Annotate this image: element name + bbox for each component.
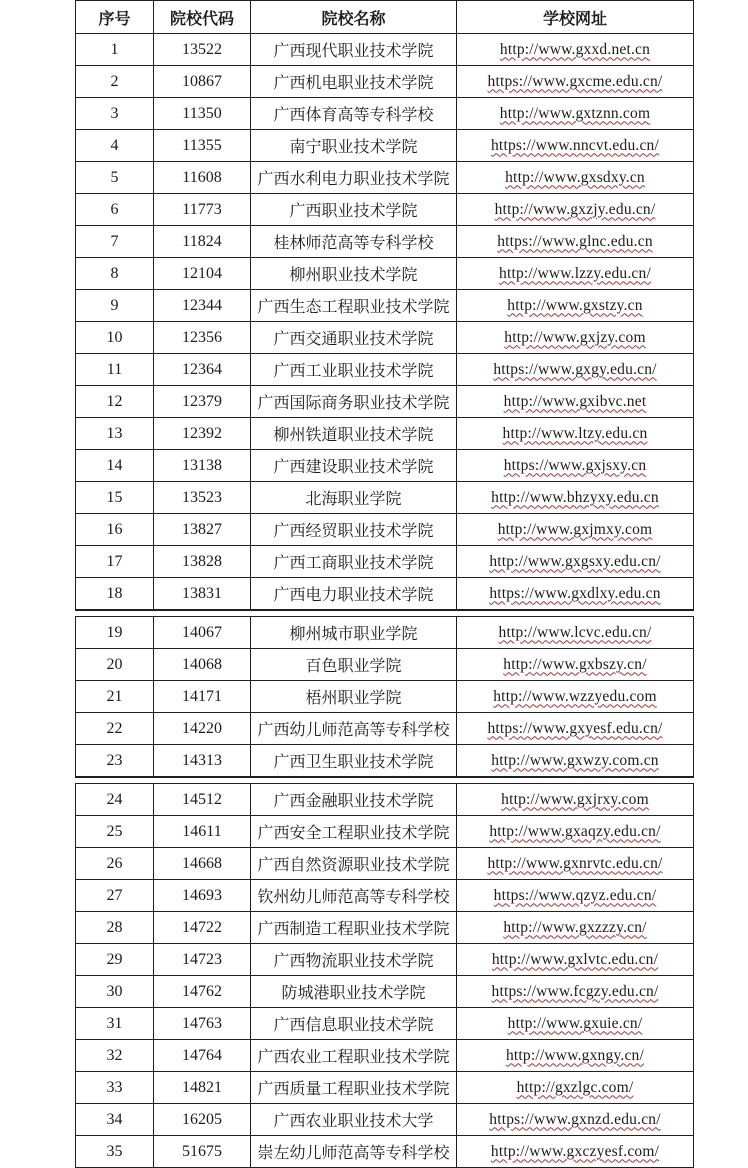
serial-number-cell: 3 [76,98,154,130]
table-row [76,546,694,578]
college-name-cell: 广西卫生职业技术学院 [251,745,457,778]
website-url-text: http://www.gxgsxy.edu.cn/ [489,552,661,570]
serial-number-cell: 26 [76,848,154,880]
college-code-cell: 14722 [154,912,251,944]
table-row [76,98,694,130]
college-name-cell: 南宁职业技术学院 [251,130,457,162]
table-row [76,912,694,944]
serial-number-cell: 6 [76,194,154,226]
website-url-text: http://www.gxngy.cn/ [505,1046,645,1064]
website-cell [457,1040,694,1072]
website-cell [457,681,694,713]
header-college-name: 院校名称 [251,1,457,34]
website-cell [457,944,694,976]
college-code-cell: 11824 [154,226,251,258]
table-row [76,194,694,226]
table-row [76,1072,694,1104]
website-cell [457,784,694,816]
table-row [76,418,694,450]
serial-number-cell: 5 [76,162,154,194]
website-cell [457,98,694,130]
website-url-text: https://www.gxnzd.edu.cn/ [489,1110,661,1128]
serial-number-cell: 32 [76,1040,154,1072]
college-list-table [75,0,693,1168]
table-row [76,226,694,258]
serial-number-cell: 19 [76,617,154,649]
website-url-text: http://www.gxjrxy.com [501,790,649,808]
website-url-text: http://www.gxsdxy.cn [505,168,645,186]
serial-number-cell: 9 [76,290,154,322]
college-code-cell: 13827 [154,514,251,546]
serial-number-cell: 28 [76,912,154,944]
college-name-cell: 广西交通职业技术学院 [251,322,457,354]
college-name-cell: 广西经贸职业技术学院 [251,514,457,546]
serial-number-cell: 16 [76,514,154,546]
table-row [76,482,694,514]
website-url-text: http://www.gxlvtc.edu.cn/ [491,950,659,968]
website-cell [457,880,694,912]
table-row [76,944,694,976]
serial-number-cell: 23 [76,745,154,778]
college-name-cell: 柳州城市职业学院 [251,617,457,649]
college-name-cell: 广西信息职业技术学院 [251,1008,457,1040]
college-name-cell: 钦州幼儿师范高等专科学校 [251,880,457,912]
table-row [76,649,694,681]
college-code-cell: 14611 [154,816,251,848]
college-code-cell: 12104 [154,258,251,290]
website-cell [457,194,694,226]
serial-number-cell: 33 [76,1072,154,1104]
table-row [76,681,694,713]
college-code-cell: 14763 [154,1008,251,1040]
website-cell [457,578,694,611]
website-cell [457,713,694,745]
website-cell [457,386,694,418]
website-url-text: https://www.gxdlxy.edu.cn [489,584,661,602]
website-cell [457,162,694,194]
college-code-cell: 14723 [154,944,251,976]
serial-number-cell: 22 [76,713,154,745]
college-code-cell: 14313 [154,745,251,778]
college-code-cell: 12379 [154,386,251,418]
college-code-cell: 14068 [154,649,251,681]
serial-number-cell: 24 [76,784,154,816]
college-name-cell: 广西物流职业技术学院 [251,944,457,976]
website-url-text: http://www.gxzjy.edu.cn/ [494,200,656,218]
college-code-cell: 12364 [154,354,251,386]
website-cell [457,322,694,354]
table-row [76,1040,694,1072]
college-name-cell: 广西工商职业技术学院 [251,546,457,578]
table-row [76,578,694,611]
college-code-cell: 13523 [154,482,251,514]
website-cell [457,1136,694,1168]
table-row [76,290,694,322]
website-cell [457,450,694,482]
serial-number-cell: 30 [76,976,154,1008]
table-row [76,130,694,162]
college-code-cell: 14067 [154,617,251,649]
table-row [76,745,694,778]
serial-number-cell: 27 [76,880,154,912]
website-url-text: http://www.gxwzy.com.cn [491,751,659,769]
college-code-cell: 13138 [154,450,251,482]
website-cell [457,976,694,1008]
table-row [76,1008,694,1040]
serial-number-cell: 21 [76,681,154,713]
website-cell [457,848,694,880]
website-url-text: http://www.gxtznn.com [499,104,651,122]
website-url-text: http://www.gxibvc.net [503,392,647,410]
table-row [76,386,694,418]
table-row [76,514,694,546]
college-name-cell: 百色职业学院 [251,649,457,681]
table-segment-2 [75,616,694,778]
serial-number-cell: 20 [76,649,154,681]
header-row [76,1,694,34]
serial-number-cell: 15 [76,482,154,514]
serial-number-cell: 4 [76,130,154,162]
website-cell [457,258,694,290]
website-cell [457,1072,694,1104]
table-row [76,713,694,745]
website-cell [457,514,694,546]
serial-number-cell: 11 [76,354,154,386]
college-name-cell: 广西质量工程职业技术学院 [251,1072,457,1104]
college-code-cell: 14762 [154,976,251,1008]
website-cell [457,226,694,258]
college-code-cell: 14171 [154,681,251,713]
website-cell [457,617,694,649]
college-name-cell: 柳州职业技术学院 [251,258,457,290]
college-name-cell: 广西水利电力职业技术学院 [251,162,457,194]
serial-number-cell: 8 [76,258,154,290]
serial-number-cell: 18 [76,578,154,611]
college-code-cell: 12356 [154,322,251,354]
serial-number-cell: 35 [76,1136,154,1168]
website-cell [457,354,694,386]
college-code-cell: 14512 [154,784,251,816]
serial-number-cell: 1 [76,34,154,66]
website-cell [457,290,694,322]
website-url-text: http://www.ltzy.edu.cn [502,424,648,442]
college-code-cell: 12344 [154,290,251,322]
website-url-text: http://www.gxaqzy.edu.cn/ [489,822,661,840]
website-url-text: http://gxzlgc.com/ [516,1078,634,1096]
header-serial-number: 序号 [76,1,154,34]
table-row [76,34,694,66]
serial-number-cell: 2 [76,66,154,98]
college-name-cell: 防城港职业技术学院 [251,976,457,1008]
college-name-cell: 桂林师范高等专科学校 [251,226,457,258]
college-name-cell: 广西安全工程职业技术学院 [251,816,457,848]
website-url-text: http://www.gxjzy.com [504,328,646,346]
college-name-cell: 广西幼儿师范高等专科学校 [251,713,457,745]
website-url-text: https://www.glnc.edu.cn [497,232,653,250]
college-code-cell: 12392 [154,418,251,450]
website-cell [457,482,694,514]
website-url-text: https://www.nncvt.edu.cn/ [490,136,659,154]
college-name-cell: 柳州铁道职业技术学院 [251,418,457,450]
college-name-cell: 广西自然资源职业技术学院 [251,848,457,880]
college-code-cell: 14220 [154,713,251,745]
college-name-cell: 广西现代职业技术学院 [251,34,457,66]
college-code-cell: 11773 [154,194,251,226]
table-row [76,66,694,98]
table-row [76,1104,694,1136]
website-cell [457,912,694,944]
table-row [76,976,694,1008]
serial-number-cell: 31 [76,1008,154,1040]
college-name-cell: 北海职业学院 [251,482,457,514]
website-cell [457,1104,694,1136]
college-name-cell: 广西工业职业技术学院 [251,354,457,386]
website-url-text: http://www.gxbszy.cn/ [503,655,647,673]
table-row [76,162,694,194]
table-row [76,880,694,912]
website-url-text: https://www.gxgy.edu.cn/ [493,360,657,378]
website-url-text: http://www.wzzyedu.com [493,687,657,705]
website-cell [457,418,694,450]
website-url-text: https://www.qzyz.edu.cn/ [493,886,657,904]
serial-number-cell: 13 [76,418,154,450]
serial-number-cell: 29 [76,944,154,976]
header-college-code: 院校代码 [154,1,251,34]
college-name-cell: 广西职业技术学院 [251,194,457,226]
website-url-text: http://www.lzzy.edu.cn/ [499,264,651,282]
website-url-text: http://www.gxstzy.cn [507,296,643,314]
college-name-cell: 广西农业工程职业技术学院 [251,1040,457,1072]
college-name-cell: 广西金融职业技术学院 [251,784,457,816]
serial-number-cell: 12 [76,386,154,418]
table-row [76,258,694,290]
table-row [76,354,694,386]
college-code-cell: 14764 [154,1040,251,1072]
serial-number-cell: 25 [76,816,154,848]
website-url-text: http://www.bhzyxy.edu.cn [491,488,659,506]
website-url-text: https://www.gxcme.edu.cn/ [487,72,663,90]
college-name-cell: 广西农业职业技术大学 [251,1104,457,1136]
college-name-cell: 广西电力职业技术学院 [251,578,457,611]
serial-number-cell: 17 [76,546,154,578]
serial-number-cell: 10 [76,322,154,354]
website-cell [457,745,694,778]
college-code-cell: 16205 [154,1104,251,1136]
table-row [76,617,694,649]
table-row [76,322,694,354]
college-name-cell: 广西建设职业技术学院 [251,450,457,482]
college-code-cell: 11608 [154,162,251,194]
college-code-cell: 13828 [154,546,251,578]
serial-number-cell: 14 [76,450,154,482]
college-code-cell: 14821 [154,1072,251,1104]
website-cell [457,1008,694,1040]
table-row [76,816,694,848]
website-url-text: http://www.gxnrvtc.edu.cn/ [487,854,663,872]
website-cell [457,34,694,66]
college-code-cell: 13831 [154,578,251,611]
serial-number-cell: 34 [76,1104,154,1136]
website-url-text: http://www.gxjmxy.com [497,520,653,538]
table-segment-1 [75,0,694,611]
table-row [76,848,694,880]
website-url-text: http://www.gxuie.cn/ [507,1014,643,1032]
table-row [76,784,694,816]
college-name-cell: 崇左幼儿师范高等专科学校 [251,1136,457,1168]
website-url-text: http://www.gxczyesf.com/ [490,1142,660,1160]
college-code-cell: 14668 [154,848,251,880]
college-name-cell: 广西生态工程职业技术学院 [251,290,457,322]
table-segment-3 [75,783,694,1168]
header-school-website: 学校网址 [457,1,694,34]
college-code-cell: 11350 [154,98,251,130]
table-row [76,450,694,482]
website-url-text: http://www.gxxd.net.cn [499,40,651,58]
serial-number-cell: 7 [76,226,154,258]
college-name-cell: 梧州职业学院 [251,681,457,713]
website-cell [457,546,694,578]
website-url-text: http://www.lcvc.edu.cn/ [498,623,652,641]
website-cell [457,66,694,98]
college-name-cell: 广西机电职业技术学院 [251,66,457,98]
college-name-cell: 广西体育高等专科学校 [251,98,457,130]
college-code-cell: 11355 [154,130,251,162]
website-url-text: http://www.gxzzzy.cn/ [503,918,647,936]
website-cell [457,816,694,848]
college-name-cell: 广西国际商务职业技术学院 [251,386,457,418]
website-cell [457,130,694,162]
website-url-text: https://www.fcgzy.edu.cn/ [491,982,659,1000]
website-cell [457,649,694,681]
college-code-cell: 13522 [154,34,251,66]
website-url-text: https://www.gxjsxy.cn [503,456,647,474]
college-code-cell: 14693 [154,880,251,912]
table-row [76,1136,694,1168]
college-name-cell: 广西制造工程职业技术学院 [251,912,457,944]
college-code-cell: 51675 [154,1136,251,1168]
website-url-text: https://www.gxyesf.edu.cn/ [487,719,663,737]
college-code-cell: 10867 [154,66,251,98]
